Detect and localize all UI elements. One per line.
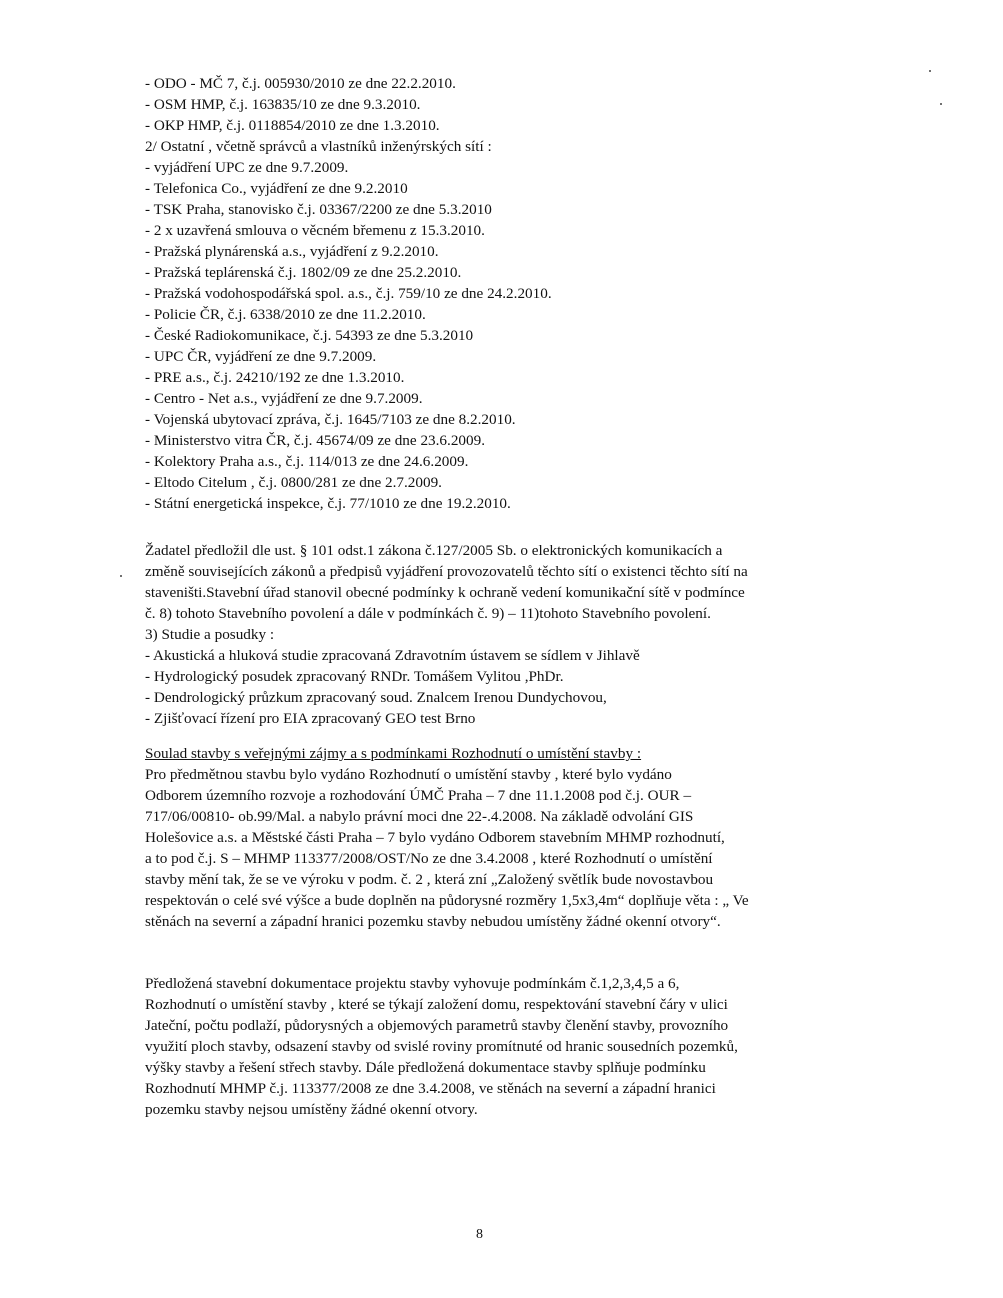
paragraph-line: - Akustická a hluková studie zpracovaná Zdravotním ústavem se sídlem v Jihlavě bbox=[145, 647, 640, 664]
list-item: - Vojenská ubytovací zpráva, č.j. 1645/7103 ze dne 8.2.2010. bbox=[145, 411, 516, 428]
list-item: - OSM HMP, č.j. 163835/10 ze dne 9.3.2010. bbox=[145, 96, 421, 113]
paragraph-line: 3) Studie a posudky : bbox=[145, 626, 275, 643]
paragraph-line: stěnách na severní a západní hranici pozemku stavby nebudou umístěny žádné okenní otvory“. bbox=[145, 913, 721, 930]
page-number: 8 bbox=[476, 1227, 483, 1242]
section-heading: Soulad stavby s veřejnými zájmy a s podmínkami Rozhodnutí o umístění stavby : bbox=[145, 745, 642, 762]
list-item: - Pražská plynárenská a.s., vyjádření z 9.2.2010. bbox=[145, 243, 439, 260]
list-item: - ODO - MČ 7, č.j. 005930/2010 ze dne 22.2.2010. bbox=[145, 75, 456, 92]
scan-speck bbox=[120, 575, 122, 577]
paragraph-line: využití ploch stavby, odsazení stavby od svislé roviny promítnuté od hranic sousedních pozemků, bbox=[145, 1038, 738, 1055]
paragraph-line: a to pod č.j. S – MHMP 113377/2008/OST/No ze dne 3.4.2008 , které Rozhodnutí o umístění bbox=[145, 850, 713, 867]
paragraph-line: pozemku stavby nejsou umístěny žádné okenní otvory. bbox=[145, 1101, 478, 1118]
paragraph-line: Žadatel předložil dle ust. § 101 odst.1 zákona č.127/2005 Sb. o elektronických komunikacích a bbox=[145, 542, 723, 559]
paragraph-line: Předložená stavební dokumentace projektu stavby vyhovuje podmínkám č.1,2,3,4,5 a 6, bbox=[145, 975, 680, 992]
list-item: - Státní energetická inspekce, č.j. 77/1010 ze dne 19.2.2010. bbox=[145, 495, 511, 512]
list-item: - Eltodo Citelum , č.j. 0800/281 ze dne 2.7.2009. bbox=[145, 474, 442, 491]
list-item: - 2 x uzavřená smlouva o věcném břemenu z 15.3.2010. bbox=[145, 222, 485, 239]
list-item: - Policie ČR, č.j. 6338/2010 ze dne 11.2.2010. bbox=[145, 306, 426, 323]
paragraph-line: č. 8) tohoto Stavebního povolení a dále v podmínkách č. 9) – 11)tohoto Stavebního povolení. bbox=[145, 605, 711, 622]
list-item: 2/ Ostatní , včetně správců a vlastníků inženýrských sítí : bbox=[145, 138, 492, 155]
paragraph-line: změně souvisejících zákonů a předpisů vyjádření provozovatelů těchto sítí o existenci těchto sítí na bbox=[145, 563, 748, 580]
list-item: - Pražská vodohospodářská spol. a.s., č.j. 759/10 ze dne 24.2.2010. bbox=[145, 285, 552, 302]
list-item: - České Radiokomunikace, č.j. 54393 ze dne 5.3.2010 bbox=[145, 327, 474, 344]
paragraph-line: Holešovice a.s. a Městské části Praha – 7 bylo vydáno Odborem stavebním MHMP rozhodnutí, bbox=[145, 829, 725, 846]
paragraph-line: výšky stavby a řešení střech stavby. Dále předložená dokumentace stavby splňuje podmínku bbox=[145, 1059, 706, 1076]
list-item: - Centro - Net a.s., vyjádření ze dne 9.7.2009. bbox=[145, 390, 423, 407]
list-item: - PRE a.s., č.j. 24210/192 ze dne 1.3.2010. bbox=[145, 369, 405, 386]
paragraph-line: staveništi.Stavební úřad stanovil obecné podmínky k ochraně vedení komunikační sítě v podmínce bbox=[145, 584, 745, 601]
list-item: - vyjádření UPC ze dne 9.7.2009. bbox=[145, 159, 349, 176]
list-item: - Telefonica Co., vyjádření ze dne 9.2.2010 bbox=[145, 180, 408, 197]
list-item: - Kolektory Praha a.s., č.j. 114/013 ze dne 24.6.2009. bbox=[145, 453, 469, 470]
list-item: - TSK Praha, stanovisko č.j. 03367/2200 ze dne 5.3.2010 bbox=[145, 201, 492, 218]
paragraph-line: Pro předmětnou stavbu bylo vydáno Rozhodnutí o umístění stavby , které bylo vydáno bbox=[145, 766, 672, 783]
paragraph-line: - Dendrologický průzkum zpracovaný soud. Znalcem Irenou Dundychovou, bbox=[145, 689, 607, 706]
paragraph-line: - Zjišťovací řízení pro EIA zpracovaný GEO test Brno bbox=[145, 710, 476, 727]
paragraph-line: respektován o celé své výšce a bude doplněn na půdorysné rozměry 1,5x3,4m“ doplňuje věta : „ Ve bbox=[145, 892, 749, 909]
paragraph-line: - Hydrologický posudek zpracovaný RNDr. Tomášem Vylitou ,PhDr. bbox=[145, 668, 564, 685]
scan-speck bbox=[940, 103, 942, 105]
scan-speck bbox=[929, 70, 931, 72]
paragraph-line: 717/06/00810- ob.99/Mal. a nabylo právní moci dne 22-.4.2008. Na základě odvolání GIS bbox=[145, 808, 694, 825]
paragraph-line: Odborem územního rozvoje a rozhodování ÚMČ Praha – 7 dne 11.1.2008 pod č.j. OUR – bbox=[145, 787, 692, 804]
paragraph-line: Rozhodnutí MHMP č.j. 113377/2008 ze dne 3.4.2008, ve stěnách na severní a západní hranici bbox=[145, 1080, 716, 1097]
list-item: - Ministerstvo vitra ČR, č.j. 45674/09 ze dne 23.6.2009. bbox=[145, 432, 485, 449]
list-item: - OKP HMP, č.j. 0118854/2010 ze dne 1.3.2010. bbox=[145, 117, 440, 134]
paragraph-line: Rozhodnutí o umístění stavby , které se týkají založení domu, respektování stavební čáry v ulici bbox=[145, 996, 728, 1013]
list-item: - UPC ČR, vyjádření ze dne 9.7.2009. bbox=[145, 348, 377, 365]
list-item: - Pražská teplárenská č.j. 1802/09 ze dne 25.2.2010. bbox=[145, 264, 462, 281]
paragraph-line: stavby mění tak, že se ve výroku v podm. č. 2 , která zní „Založený světlík bude novostavbou bbox=[145, 871, 714, 888]
paragraph-line: Jateční, počtu podlaží, půdorysných a objemových parametrů stavby členění stavby, provozního bbox=[145, 1017, 729, 1034]
